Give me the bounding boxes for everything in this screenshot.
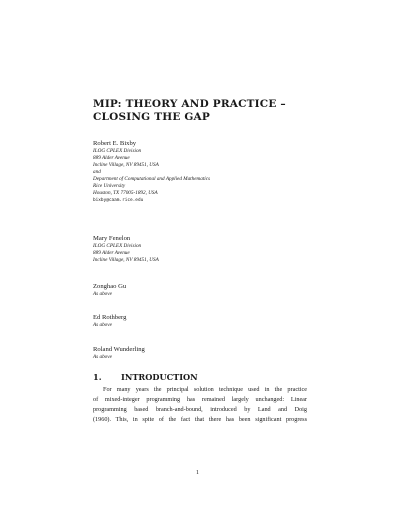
affiliation-line: ILOG CPLEX Division bbox=[93, 148, 142, 154]
affiliation-line: Incline Village, NV 89451, USA bbox=[93, 257, 159, 263]
affiliation-line: and bbox=[93, 169, 101, 175]
author-block-fenelon bbox=[93, 235, 333, 264]
author-name: Ed Rothberg bbox=[93, 314, 127, 321]
body-line: (1960). This, in spite of the fact that there has been significant progress bbox=[93, 416, 307, 423]
author-name: Zonghao Gu bbox=[93, 283, 127, 290]
affiliation-line: As above bbox=[93, 354, 112, 360]
affiliation-line: Rice University bbox=[93, 183, 126, 189]
affiliation-line: Houston, TX 77005-1892, USA bbox=[93, 190, 158, 196]
page-number: 1 bbox=[196, 470, 199, 476]
author-name: Roland Wunderling bbox=[93, 346, 145, 353]
section-heading bbox=[93, 372, 198, 382]
body-paragraph bbox=[93, 385, 307, 425]
body-line: For many years the principal solution technique used in the practice bbox=[103, 386, 307, 393]
affiliation-line: As above bbox=[93, 322, 112, 328]
affiliation-line: 889 Alder Avenue bbox=[93, 250, 130, 256]
section-title: INTRODUCTION bbox=[121, 372, 198, 382]
author-block-wunderling bbox=[93, 346, 333, 361]
affiliation-line: Incline Village, NV 89451, USA bbox=[93, 162, 159, 168]
author-block-rothberg bbox=[93, 314, 333, 329]
title-line: MIP: THEORY AND PRACTICE – bbox=[93, 98, 286, 110]
author-block-gu bbox=[93, 283, 333, 298]
author-block-bixby bbox=[93, 140, 333, 204]
author-email: bixby@caam.rice.edu bbox=[93, 198, 144, 203]
title-line: CLOSING THE GAP bbox=[93, 111, 211, 123]
affiliation-line: ILOG CPLEX Division bbox=[93, 243, 142, 249]
paper-title bbox=[93, 98, 353, 124]
affiliation-line: As above bbox=[93, 291, 112, 297]
body-line: of mixed-integer programming has remained largely unchanged: Linear bbox=[93, 396, 307, 403]
section-number: 1. bbox=[93, 372, 102, 382]
body-line: programming based branch-and-bound, introduced by Land and Doig bbox=[93, 406, 307, 413]
author-name: Robert E. Bixby bbox=[93, 140, 137, 147]
author-name: Mary Fenelon bbox=[93, 235, 131, 242]
affiliation-line: 889 Alder Avenue bbox=[93, 155, 130, 161]
affiliation-line: Department of Computational and Applied Mathematics bbox=[93, 176, 211, 182]
